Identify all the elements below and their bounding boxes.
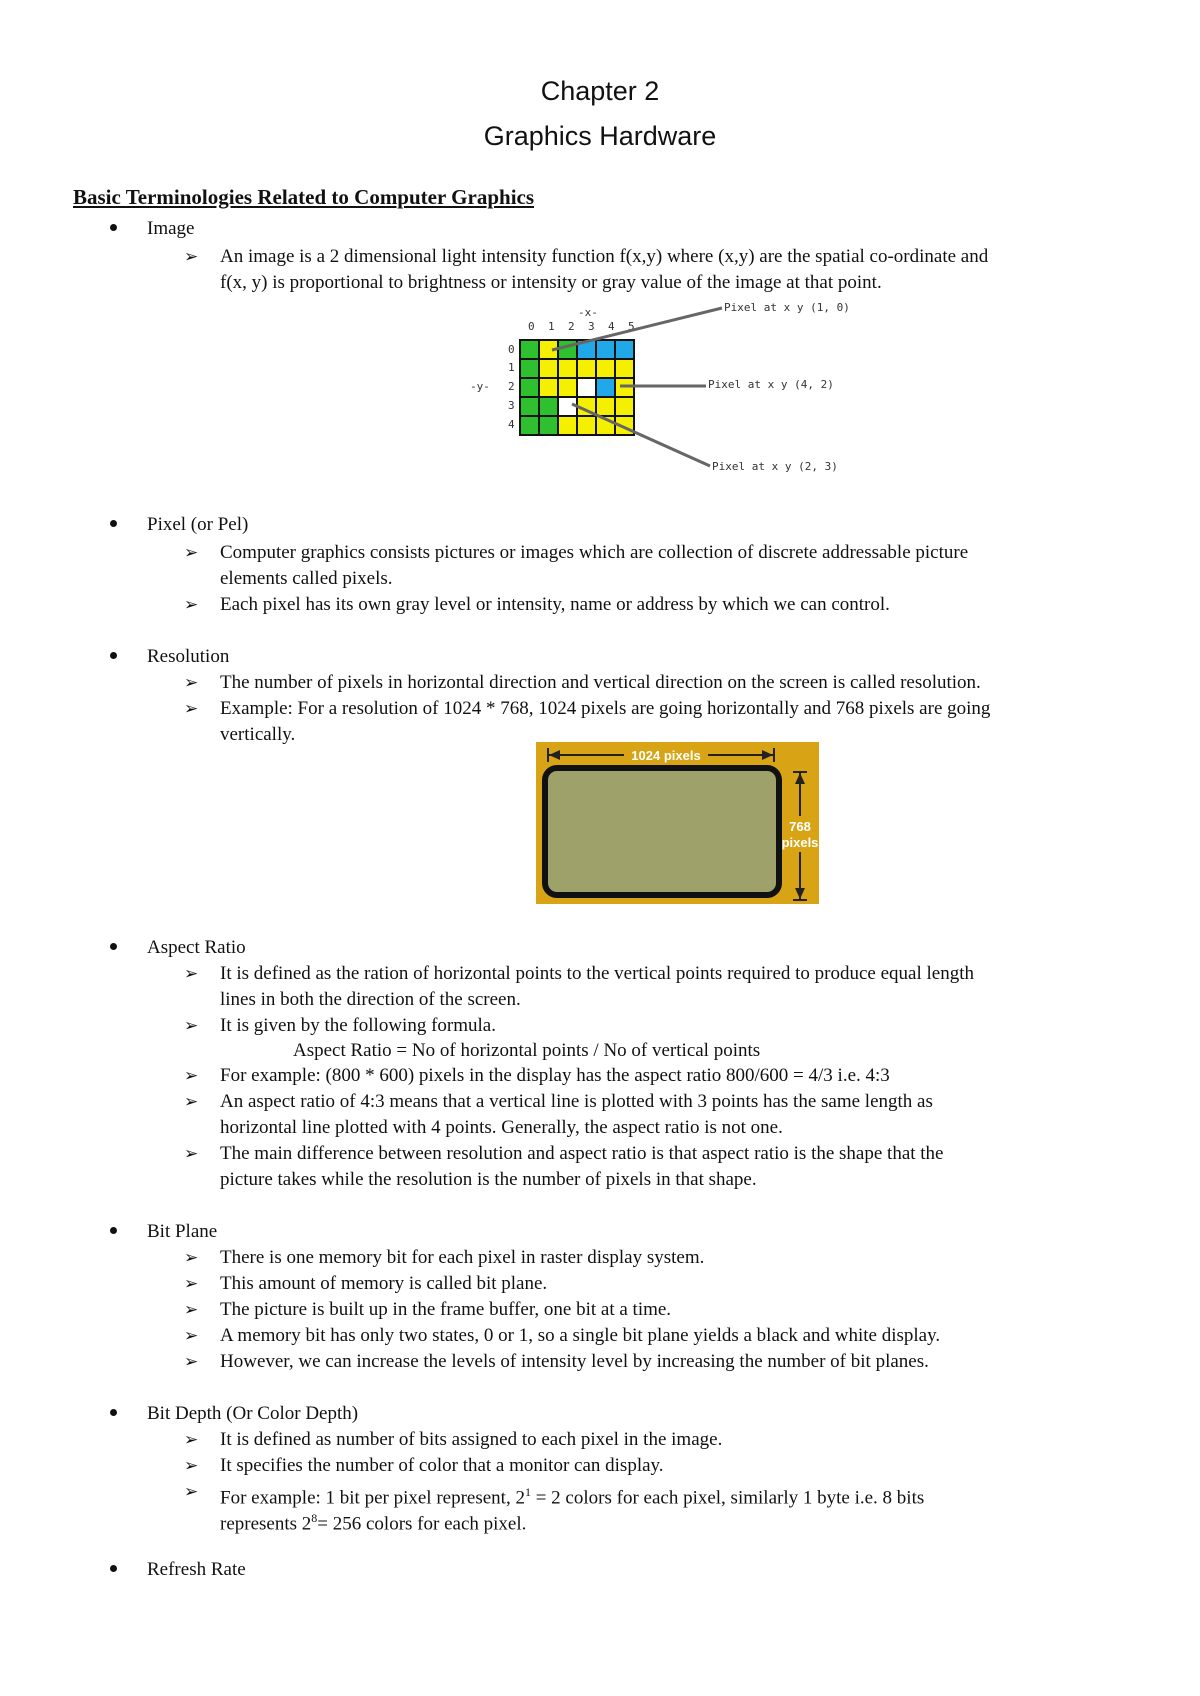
resolution-figure xyxy=(536,742,819,904)
bitplane-point-3: The picture is built up in the frame buffer, one bit at a time. xyxy=(220,1299,672,1320)
screen-rectangle xyxy=(545,768,779,895)
arrow-bullet-icon: ➢ xyxy=(184,1430,199,1449)
resolution-point-2-cont: vertically. xyxy=(220,724,296,745)
arrow-bullet-icon: ➢ xyxy=(184,1066,199,1085)
term-bit-plane: Bit Plane xyxy=(147,1221,218,1242)
arrow-bullet-icon: ➢ xyxy=(184,673,199,692)
arrow-bullet-icon: ➢ xyxy=(184,699,199,718)
pixel-grid xyxy=(520,340,634,435)
pixel-cell xyxy=(558,359,577,378)
pixel-cell xyxy=(596,397,615,416)
x-tick: 0 xyxy=(528,320,535,333)
aspect-point-4-cont: horizontal line plotted with 4 points. Generally, the aspect ratio is not one. xyxy=(220,1117,783,1138)
bitdepth-point-2: It specifies the number of color that a monitor can display. xyxy=(220,1455,664,1476)
arrow-bullet-icon: ➢ xyxy=(184,543,199,562)
pixel-cell xyxy=(520,397,539,416)
bullet-icon xyxy=(110,943,117,950)
pixel-cell xyxy=(558,340,577,359)
arrow-bullet-icon: ➢ xyxy=(184,1144,199,1163)
arrow-bullet-icon: ➢ xyxy=(184,1016,199,1035)
pixel-cell xyxy=(577,416,596,435)
section-heading: Basic Terminologies Related to Computer Graphics xyxy=(73,185,535,209)
arrow-bullet-icon: ➢ xyxy=(184,1300,199,1319)
term-image: Image xyxy=(147,218,195,239)
pixel-cell xyxy=(520,378,539,397)
aspect-point-5-cont: picture takes while the resolution is the number of pixels in that shape. xyxy=(220,1169,757,1190)
callout-label-3: Pixel at x y (2, 3) xyxy=(712,460,838,473)
pixel-grid-figure xyxy=(460,298,880,480)
x-tick: 5 xyxy=(628,320,635,333)
pixel-cell xyxy=(615,397,634,416)
pixel-cell xyxy=(539,378,558,397)
arrow-bullet-icon: ➢ xyxy=(184,1248,199,1267)
pixel-cell xyxy=(520,359,539,378)
y-tick: 3 xyxy=(508,399,515,412)
y-axis-label: -y- xyxy=(470,380,490,393)
pixel-cell xyxy=(539,359,558,378)
callout-label-1: Pixel at x y (1, 0) xyxy=(724,301,850,314)
term-refresh-rate: Refresh Rate xyxy=(147,1559,246,1580)
bitplane-point-4: A memory bit has only two states, 0 or 1, so a single bit plane yields a black and white display. xyxy=(220,1325,941,1346)
pixel-cell xyxy=(558,416,577,435)
arrow-bullet-icon: ➢ xyxy=(184,1352,199,1371)
aspect-point-1: It is defined as the ration of horizontal points to the vertical points required to produce equal length xyxy=(220,963,974,984)
y-tick: 4 xyxy=(508,418,515,431)
pixel-cell xyxy=(539,416,558,435)
aspect-formula: Aspect Ratio = No of horizontal points / No of vertical points xyxy=(293,1040,761,1061)
bitdepth-point-1: It is defined as number of bits assigned to each pixel in the image. xyxy=(220,1429,723,1450)
bitdepth-point-3-cont: represents $2^8= 256$ colors for each pixel. xyxy=(220,1511,527,1535)
width-label: 1024 pixels xyxy=(631,748,701,763)
bullet-icon xyxy=(110,224,117,231)
y-tick: 0 xyxy=(508,343,515,356)
pixel-cell xyxy=(596,378,615,397)
arrow-bullet-icon: ➢ xyxy=(184,1456,199,1475)
callout-label-2: Pixel at x y (4, 2) xyxy=(708,378,834,391)
aspect-point-4: An aspect ratio of 4:3 means that a vertical line is plotted with 3 points has the same length as xyxy=(220,1091,933,1112)
arrow-bullet-icon: ➢ xyxy=(184,595,199,614)
chapter-subtitle: Graphics Hardware xyxy=(483,121,717,151)
term-aspect-ratio: Aspect Ratio xyxy=(147,937,246,958)
x-axis-label: -x- xyxy=(578,306,598,319)
pixel-cell xyxy=(577,359,596,378)
pixel-point-2: Each pixel has its own gray level or intensity, name or address by which we can control. xyxy=(220,594,890,615)
pixel-cell xyxy=(615,359,634,378)
pixel-cell xyxy=(615,340,634,359)
pixel-cell xyxy=(596,340,615,359)
arrow-bullet-icon: ➢ xyxy=(184,964,199,983)
y-tick: 2 xyxy=(508,380,515,393)
pixel-cell xyxy=(520,340,539,359)
bullet-icon xyxy=(110,520,117,527)
pixel-cell xyxy=(558,378,577,397)
term-pixel: Pixel (or Pel) xyxy=(147,514,249,535)
pixel-cell xyxy=(539,397,558,416)
x-tick: 2 xyxy=(568,320,575,333)
term-resolution: Resolution xyxy=(147,646,230,667)
image-point-2: f(x, y) is proportional to brightness or intensity or gray value of the image at that point. xyxy=(220,272,882,293)
pixel-cell xyxy=(577,378,596,397)
bullet-icon xyxy=(110,1409,117,1416)
chapter-title: Chapter 2 xyxy=(540,76,660,106)
height-label: 768 xyxy=(789,819,811,834)
bitdepth-point-3: For example: 1 bit per pixel represent, $2^1 = 2$ colors for each pixel, similarly 1 byte i.e. 8 bits xyxy=(220,1485,925,1509)
bitplane-point-5: However, we can increase the levels of intensity level by increasing the number of bit planes. xyxy=(220,1351,929,1372)
pixel-cell xyxy=(596,359,615,378)
pixel-point-1: Computer graphics consists pictures or images which are collection of discrete addressable picture xyxy=(220,542,969,563)
x-tick: 4 xyxy=(608,320,615,333)
resolution-point-1: The number of pixels in horizontal direction and vertical direction on the screen is called resolution. xyxy=(220,672,981,693)
arrow-bullet-icon: ➢ xyxy=(184,1482,199,1501)
x-tick: 1 xyxy=(548,320,555,333)
resolution-point-2: Example: For a resolution of 1024 * 768, 1024 pixels are going horizontally and 768 pixels are going xyxy=(220,698,991,719)
aspect-point-5: The main difference between resolution and aspect ratio is that aspect ratio is the shape that the xyxy=(220,1143,944,1164)
bitplane-point-2: This amount of memory is called bit plane. xyxy=(220,1273,548,1294)
image-point-1: An image is a 2 dimensional light intensity function f(x,y) where (x,y) are the spatial co-ordinate and xyxy=(220,246,989,267)
arrow-bullet-icon: ➢ xyxy=(184,1326,199,1345)
aspect-point-1-cont: lines in both the direction of the screen. xyxy=(220,989,521,1010)
pixel-point-1-cont: elements called pixels. xyxy=(220,568,393,589)
arrow-bullet-icon: ➢ xyxy=(184,1092,199,1111)
y-tick: 1 xyxy=(508,361,515,374)
aspect-point-2: It is given by the following formula. xyxy=(220,1015,496,1036)
pixel-cell xyxy=(520,416,539,435)
x-tick: 3 xyxy=(588,320,595,333)
arrow-bullet-icon: ➢ xyxy=(184,247,199,266)
arrow-bullet-icon: ➢ xyxy=(184,1274,199,1293)
bullet-icon xyxy=(110,1227,117,1234)
bullet-icon xyxy=(110,1565,117,1572)
bitplane-point-1: There is one memory bit for each pixel in raster display system. xyxy=(220,1247,705,1268)
aspect-point-3: For example: (800 * 600) pixels in the display has the aspect ratio 800/600 = 4/3 i.e. 4:3 xyxy=(220,1065,890,1086)
term-bit-depth: Bit Depth (Or Color Depth) xyxy=(147,1403,359,1424)
bullet-icon xyxy=(110,652,117,659)
height-label-unit: pixels xyxy=(781,835,819,850)
